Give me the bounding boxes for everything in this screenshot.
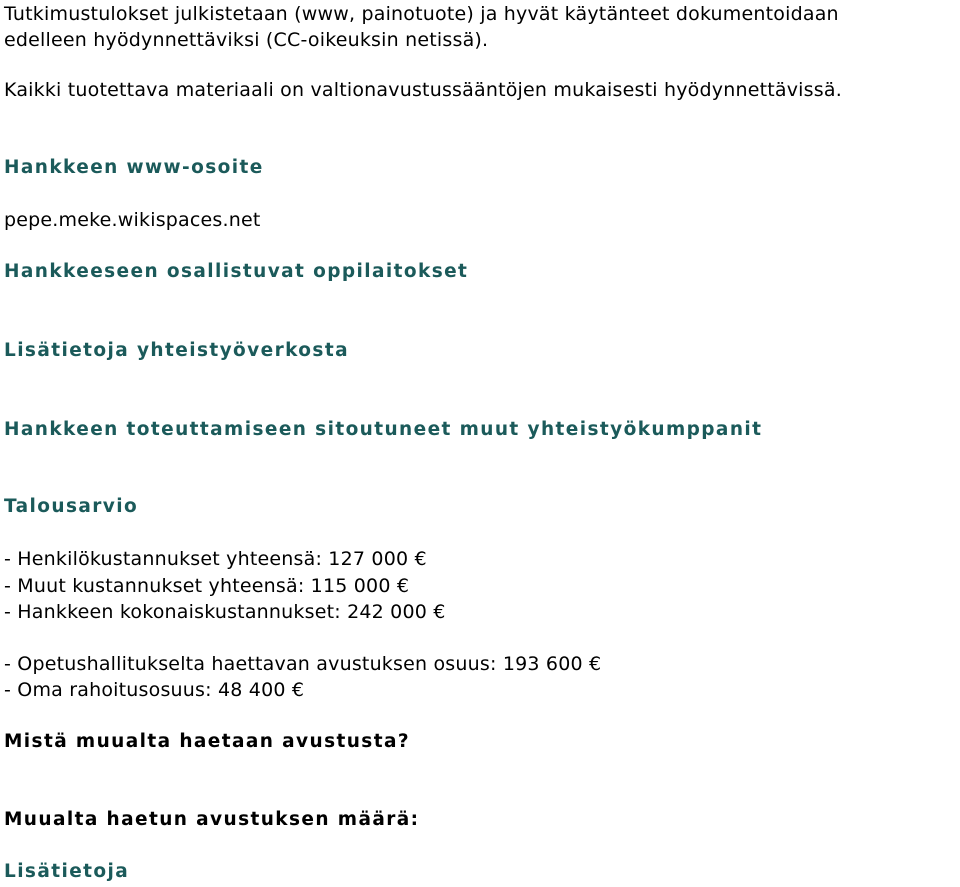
intro-line-3: Kaikki tuotettava materiaali on valtionavustussääntöjen mukaisesti hyödynnettävissä. [4, 79, 842, 101]
budget-heading: Talousarvio [4, 496, 139, 517]
partners-heading: Hankkeen toteuttamiseen sitoutuneet muut yhteistyökumppanit [4, 419, 763, 440]
institutions-heading: Hankkeeseen osallistuvat oppilaitokset [4, 261, 469, 282]
website-heading: Hankkeen www-osoite [4, 157, 264, 178]
other-funding-amount-heading: Muualta haetun avustuksen määrä: [4, 809, 420, 830]
budget-item-other-costs: - Muut kustannukset yhteensä: 115 000 € [4, 575, 410, 597]
other-funding-heading: Mistä muualta haetaan avustusta? [4, 731, 410, 752]
website-value: pepe.meke.wikispaces.net [4, 209, 261, 231]
budget-item-grant-share: - Opetushallitukselta haettavan avustuksen osuus: 193 600 € [4, 653, 602, 675]
network-heading: Lisätietoja yhteistyöverkosta [4, 340, 349, 361]
intro-line-1: Tutkimustulokset julkistetaan (www, painotuote) ja hyvät käytänteet dokumentoidaan [4, 3, 839, 25]
budget-item-total: - Hankkeen kokonaiskustannukset: 242 000 € [4, 601, 446, 623]
budget-item-personnel: - Henkilökustannukset yhteensä: 127 000 € [4, 548, 427, 570]
intro-line-2: edelleen hyödynnettäviksi (CC-oikeuksin netissä). [4, 29, 489, 51]
more-info-heading: Lisätietoja [4, 861, 130, 882]
budget-item-own-funding: - Oma rahoitusosuus: 48 400 € [4, 679, 305, 701]
